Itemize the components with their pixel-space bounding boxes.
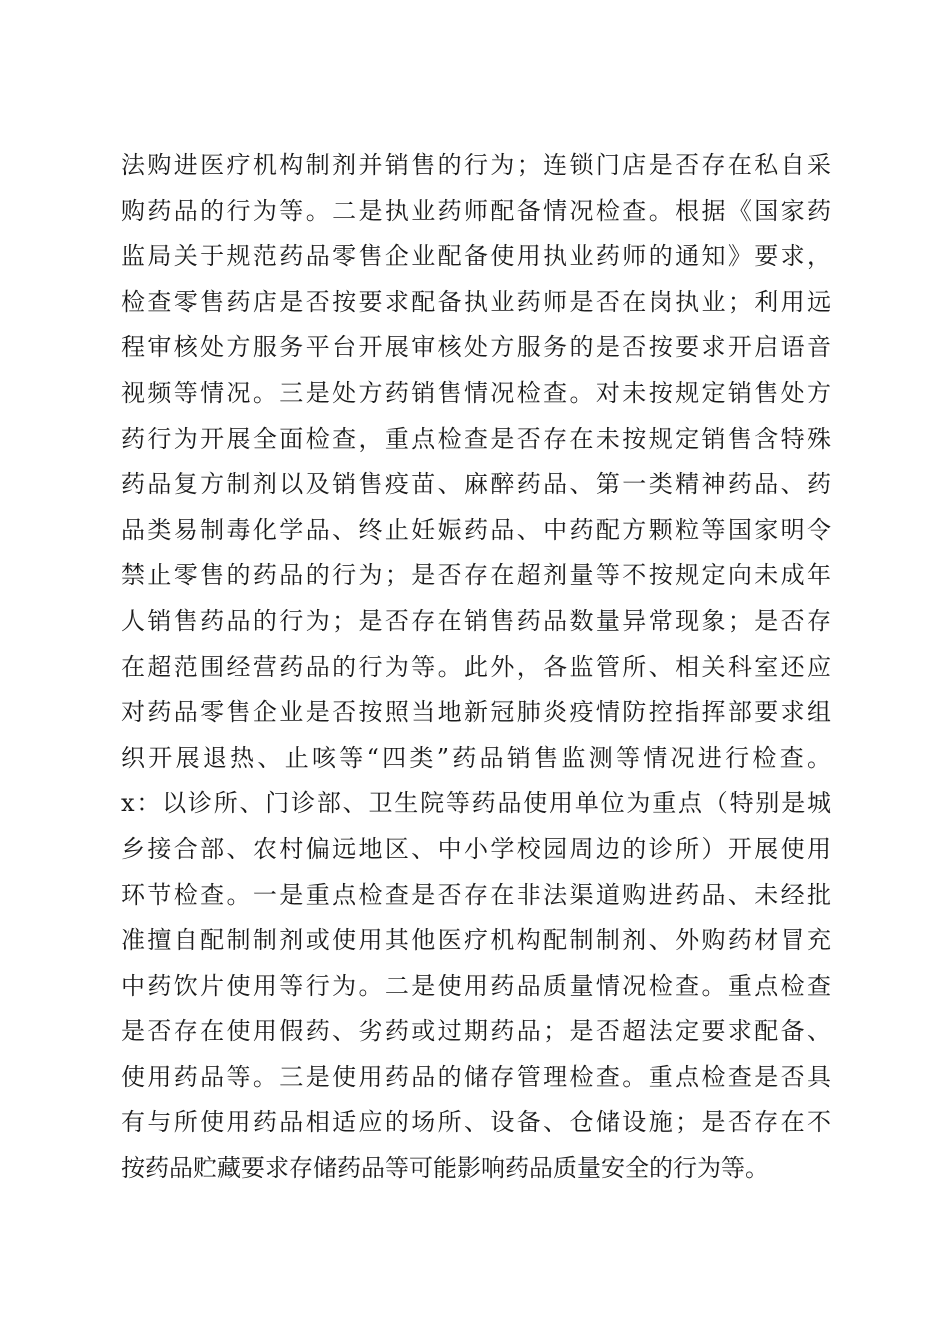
text-line: 使用药品等。三是使用药品的储存管理检查。重点检查是否具 xyxy=(121,1062,831,1091)
text-line: 禁止零售的药品的行为；是否存在超剂量等不按规定向未成年 xyxy=(121,561,831,590)
text-line: 监局关于规范药品零售企业配备使用执业药师的通知》要求， xyxy=(121,242,831,271)
text-line: 购药品的行为等。二是执业药师配备情况检查。根据《国家药 xyxy=(121,196,831,225)
text-line: 准擅自配制制剂或使用其他医疗机构配制制剂、外购药材冒充 xyxy=(121,926,831,955)
text-line: 乡接合部、农村偏远地区、中小学校园周边的诊所）开展使用 xyxy=(121,834,831,863)
text-line: 人销售药品的行为；是否存在销售药品数量异常现象；是否存 xyxy=(121,606,831,635)
text-line: 是否存在使用假药、劣药或过期药品；是否超法定要求配备、 xyxy=(121,1017,831,1046)
text-line: 程审核处方服务平台开展审核处方服务的是否按要求开启语音 xyxy=(121,333,831,362)
text-line: 视频等情况。三是处方药销售情况检查。对未按规定销售处方 xyxy=(121,378,831,407)
body-text xyxy=(121,143,831,1192)
text-line: 检查零售药店是否按要求配备执业药师是否在岗执业；利用远 xyxy=(121,287,831,316)
text-line: 法购进医疗机构制剂并销售的行为；连锁门店是否存在私自采 xyxy=(121,151,831,179)
text-line: 按药品贮藏要求存储药品等可能影响药品质量安全的行为等。 xyxy=(121,1154,769,1183)
text-line: 织开展退热、止咳等“四类”药品销售监测等情况进行检查。 xyxy=(121,743,831,772)
text-line: x：以诊所、门诊部、卫生院等药品使用单位为重点（特别是城 xyxy=(121,789,831,818)
text-line: 中药饮片使用等行为。二是使用药品质量情况检查。重点检查 xyxy=(121,971,831,1000)
text-line: 环节检查。一是重点检查是否存在非法渠道购进药品、未经批 xyxy=(121,880,831,909)
text-line: 对药品零售企业是否按照当地新冠肺炎疫情防控指挥部要求组 xyxy=(121,698,831,727)
text-line: 在超范围经营药品的行为等。此外，各监管所、相关科室还应 xyxy=(121,652,831,681)
text-line: 品类易制毒化学品、终止妊娠药品、中药配方颗粒等国家明令 xyxy=(121,515,831,544)
text-line: 有与所使用药品相适应的场所、设备、仓储设施；是否存在不 xyxy=(121,1108,831,1137)
text-line: 药品复方制剂以及销售疫苗、麻醉药品、第一类精神药品、药 xyxy=(121,470,831,499)
text-line: 药行为开展全面检查，重点检查是否存在未按规定销售含特殊 xyxy=(121,424,831,453)
